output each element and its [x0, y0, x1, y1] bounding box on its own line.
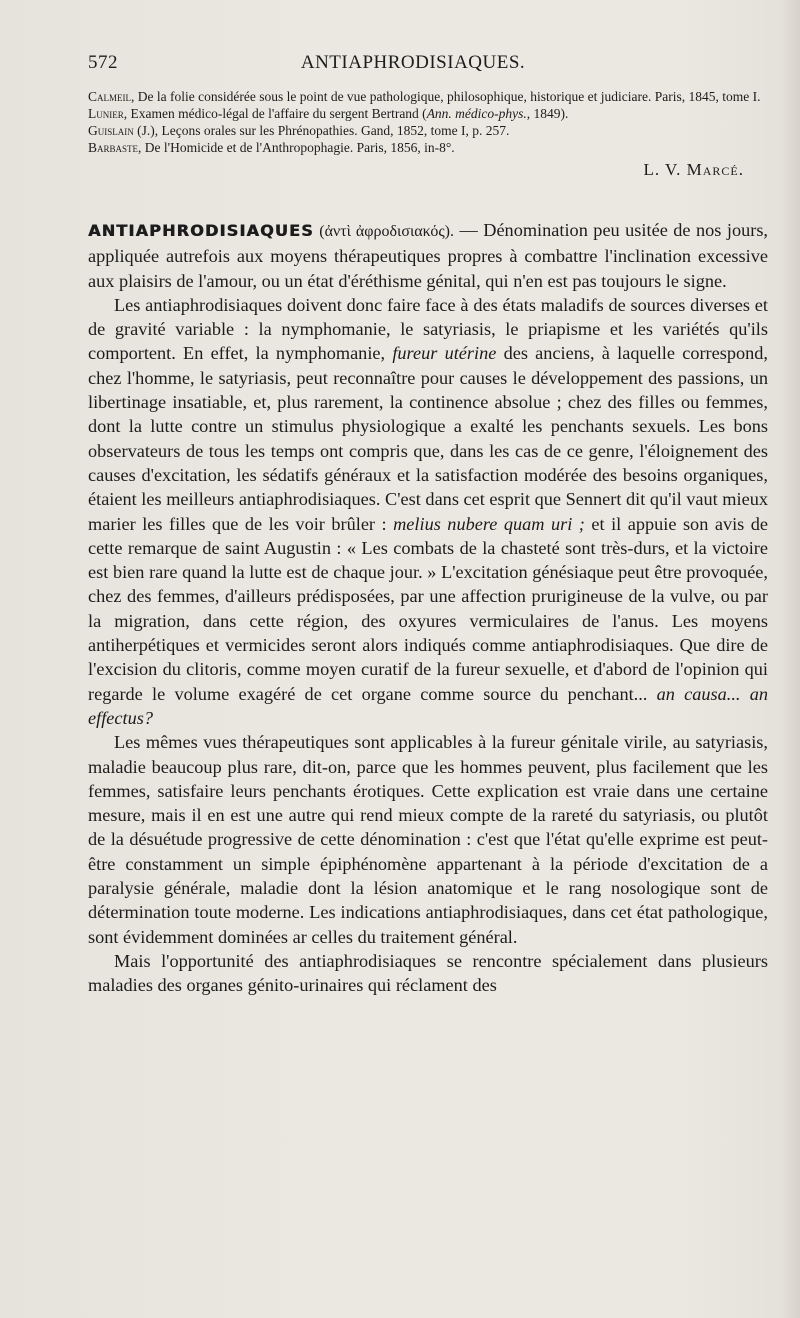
- paragraph-text: Les antiaphrodisiaques doivent donc faire face à des états maladifs de sources diverses et de gravité variable : la nymphomanie, le satyriasis, le priapisme et les variétés qu'ils comportent. En effet, la nymphomanie,: [88, 294, 768, 364]
- bibliography: [88, 88, 768, 156]
- bib-author: Lunier: [88, 106, 124, 121]
- bib-text: (J.), Leçons orales sur les Phrénopathies. Gand, 1852, tome I, p. 257.: [133, 123, 510, 138]
- latin-quote: melius nubere quam uri ;: [393, 513, 585, 534]
- signature-initials: L. V. M: [643, 160, 703, 179]
- signature-rest: arcé.: [702, 160, 744, 179]
- bib-author: Guislain: [88, 123, 134, 138]
- bibliography-entry: [88, 122, 768, 139]
- paragraph-text: Les mêmes vues thérapeutiques sont applicables à la fureur génitale virile, au satyriasis, maladie beaucoup plus rare, dit-on, parce que les hommes peuvent, plus facilement que les femmes, satisfaire leurs penchants érotiques. Cette explication est vraie dans une certaine mesure, mais il en est une autre qui rend mieux compte de la rareté du satyriasis, ou plutôt de la désuétude progressive de cette dénomination : c'est que l'état qu'elle exprime est peut-être constamment un simple épiphénomène appartenant à la période d'excitation de a paralysie générale, maladie dont la lésion anatomique et le rang nosologique sont de détermination toute moderne. Les indications antiaphrodisiaques, dans cet état pathologique, sont évidemment dominées ar celles du traitement général.: [88, 732, 768, 947]
- running-head: ANTIAPHRODISIAQUES.: [300, 52, 526, 73]
- bibliography-entry: [88, 88, 768, 105]
- paragraph-text: des anciens, à laquelle correspond, chez l'homme, le satyriasis, peut reconnaître pour causes le développement des passions, un libertinage insatiable, et, plus rarement, la continence absolue ; chez des filles ou femmes, dont la lutte contre un stimulus physiologique a exalté les penchants sexuels. Les bons observateurs de tous les temps ont compris que, dans les cas de ce genre, l'éloignement des causes d'excitation, les sédatifs généraux et la satisfaction modérée des besoins organiques, étaient les meilleurs antiaphrodisiaques. C'est dans cet esprit que Sennert dit qu'il vaut mieux marier les filles que de les voir brûler :: [88, 343, 768, 534]
- article-body: [88, 218, 768, 998]
- paragraph-text: — Dénomination peu usitée de nos jours, appliquée autrefois aux moyens thérapeutiques propres à combattre l'inclination excessive aux plaisirs de l'amour, ou un état d'éréthisme génital, qui n'en est pas toujours le signe.: [88, 220, 769, 291]
- bib-author: Calmeil: [88, 89, 131, 104]
- bib-text-after: , 1849).: [526, 106, 569, 121]
- bib-text: , De l'Homicide et de l'Anthropophagie. Paris, 1856, in-8°.: [138, 140, 455, 155]
- bib-text: , De la folie considérée sous le point de vue pathologique, philosophique, historique et judiciare. Paris, 1845, tome I.: [131, 89, 761, 104]
- article-paragraph: [88, 218, 768, 293]
- bibliography-entry: [88, 139, 768, 156]
- latin-phrase: an causa... an effectus?: [88, 683, 768, 728]
- article-headword: ANTIAPHRODISIAQUES: [88, 221, 314, 240]
- article-paragraph: [88, 949, 768, 998]
- bib-journal: Ann. médico-phys.: [426, 106, 527, 121]
- bib-text: , Examen médico-légal de l'affaire du sergent Bertrand (: [123, 106, 427, 121]
- page-number: 572: [88, 52, 118, 73]
- page-content: [88, 52, 768, 998]
- bib-author: Barbaste: [88, 140, 139, 155]
- paragraph-text: et il appuie son avis de cette remarque de saint Augustin : « Les combats de la chasteté sont très-durs, et la victoire est bien rare quand la lutte est de chaque jour. » L'excitation génésiaque peut être provoquée, chez des femmes, d'ailleurs prédisposées, par une affection prurigineuse de la vulve, ou par la migration, dans cette région, des oxyures vermiculaires de l'anus. Les moyens antiherpétiques et vermicides seront alors indiqués comme antiaphrodisiaques. Que dire de l'excision du clitoris, comme moyen curatif de la fureur sexuelle, et d'abord de l'opinion qui regarde le volume exagéré de cet organe comme source du penchant...: [88, 513, 769, 704]
- paragraph-text: Mais l'opportunité des antiaphrodisiaques se rencontre spécialement dans plusieurs maladies des organes génito-urinaires qui réclament des: [88, 950, 768, 996]
- article-paragraph: [88, 730, 768, 949]
- bibliography-entry: [88, 105, 768, 122]
- italic-phrase: fureur utérine: [392, 343, 497, 364]
- article-signature: [88, 160, 744, 180]
- page-header: [88, 52, 768, 82]
- etymology: (ἀντὶ ἀφροδισιακός).: [319, 223, 455, 240]
- page-edge-shadow: [782, 0, 800, 1318]
- article-paragraph: [88, 293, 768, 730]
